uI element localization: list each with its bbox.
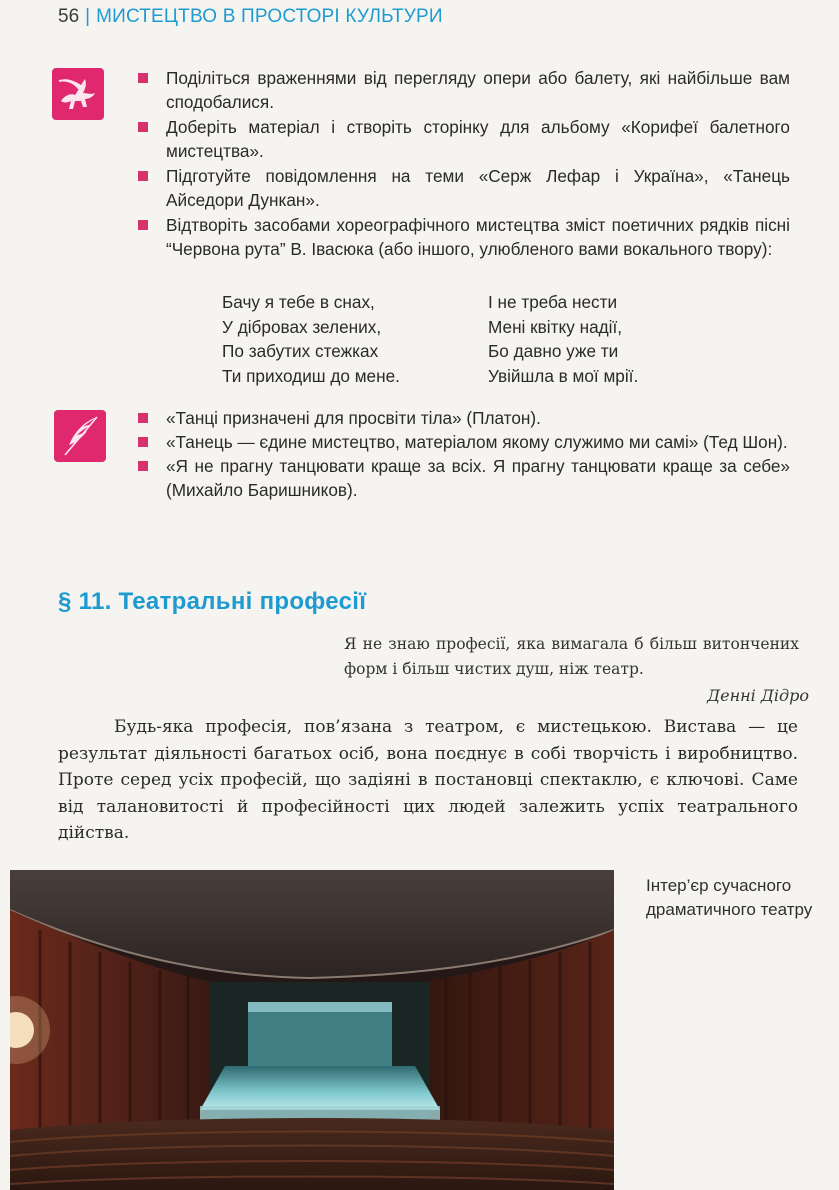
section-title: § 11. Театральні професії [58,588,367,615]
poem-line: Бачу я тебе в снах, [222,292,375,312]
poem-stanza-right [488,290,638,388]
list-item: Доберіть матеріал і створіть сторінку для альбому «Корифеї балетного мистецтва». [138,115,790,163]
section-paragraph: Будь-яка професія, пов’язана з театром, є мистецькою. Вистава — це результат діяльності багатьох осіб, вона поєднує в собі творчість і виробництво. Проте серед усіх професій, що задіяні в постановці спектаклю, є ключові. Саме від талановитості й професійності цих людей залежить успіх театрального дійства. [58,717,798,843]
poem-line: У дібровах зелених, [222,316,382,337]
poem-stanza-left [222,290,400,388]
quotes-list [138,406,790,502]
list-item: «Танці призначені для просвіти тіла» (Платон). [138,406,790,430]
task-list [138,66,790,262]
pegasus-icon [52,68,104,120]
list-item: Відтворіть засобами хореографічного мистецтва зміст поетичних рядків пісні “Червона рута” В. Івасюка (або іншого, улюбленого вами вокального твору): [138,213,790,261]
list-item: Поділіться враженнями від перегляду опери або балету, які найбільше вам сподобалися. [138,66,790,114]
chapter-title: МИСТЕЦТВО В ПРОСТОРІ КУЛЬТУРИ [96,6,443,27]
poem-line: Увійшла в мої мрії. [488,365,639,386]
poem-line: По забутих стежках [222,341,379,361]
running-head [58,6,443,28]
theatre-interior-photo [10,870,614,1190]
list-item: «Я не прагну танцювати краще за всіх. Я прагну танцювати краще за себе» (Михайло Баришников). [138,454,790,502]
poem-line: І не треба нести [488,292,618,312]
header-separator: | [85,6,91,27]
feather-icon [54,410,106,462]
photo-caption: Інтер’єр сучасного драматичного театру [646,876,813,919]
poem-line: Бо давно уже ти [488,341,619,361]
epigraph: Я не знаю професії, яка вимагала б більш витончених форм і більш чистих душ, ніж театр. [344,635,799,678]
epigraph-author: Денні Дідро [707,686,809,705]
list-item: Підготуйте повідомлення на теми «Серж Лефар і Україна», «Танець Айседори Дункан». [138,164,790,212]
poem-line: Мені квітку надії, [488,316,623,337]
list-item: «Танець — єдине мистецтво, матеріалом якому служимо ми самі» (Тед Шон). [138,430,790,454]
poem-line: Ти приходиш до мене. [222,365,400,386]
page-number: 56 [58,6,80,27]
